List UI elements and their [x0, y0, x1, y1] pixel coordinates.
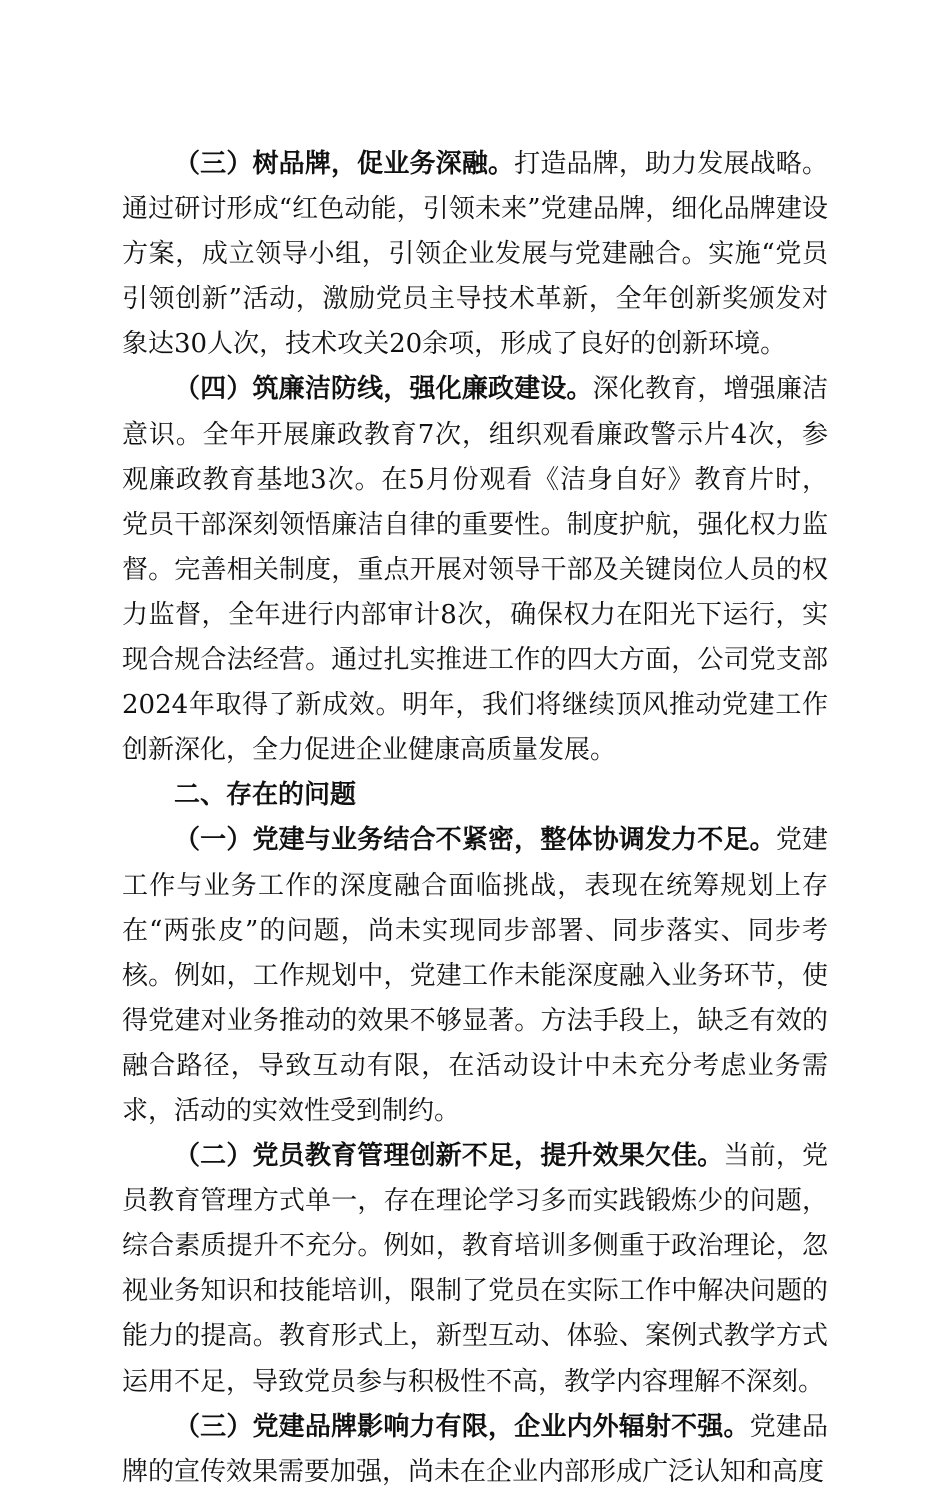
paragraph-text: 党建品牌的宣传效果需要加强，尚未在企业内部形成广泛认知和高度: [122, 1411, 828, 1487]
paragraph-text: 当前，党员教育管理方式单一，存在理论学习多而实践锻炼少的问题，综合素质提升不充分。例如，教育培训多侧重于政治理论，忽视业务知识和技能培训，限制了党员在实际工作中解决问题的能力的提高。教育形式上，新型互动、体验、案例式教学方式运用不足，导致党员参与积极性不高，教学内容理解不深刻。: [122, 1141, 828, 1397]
paragraph-lead: （一）党建与业务结合不紧密，整体协调发力不足。: [174, 825, 776, 856]
paragraph-text: 深化教育，增强廉洁意识。全年开展廉政教育7次，组织观看廉政警示片4次，参观廉政教育基地3次。在5月份观看《洁身自好》教育片时，党员干部深刻领悟廉洁自律的重要性。制度护航，强化权力监督。完善相关制度，重点开展对领导干部及关键岗位人员的权力监督，全年进行内部审计8次，确保权力在阳光下运行，实现合规合法经营。通过扎实推进工作的四大方面，公司党支部2024年取得了新成效。明年，我们将继续顶风推动党建工作创新深化，全力促进企业健康高质量发展。: [122, 374, 828, 766]
section-heading-problems: 二、存在的问题: [174, 780, 357, 811]
document-body: [122, 142, 828, 1495]
paragraph-lead: （二）党员教育管理创新不足，提升效果欠佳。: [174, 1141, 724, 1172]
paragraph-lead: （四）筑廉洁防线，强化廉政建设。: [174, 374, 593, 405]
paragraph-integrity: [122, 367, 828, 773]
paragraph-text: 党建工作与业务工作的深度融合面临挑战，表现在统筹规划上存在“两张皮”的问题，尚未实现同步部署、同步落实、同步考核。例如，工作规划中，党建工作未能深度融入业务环节，使得党建对业务推动的效果不够显著。方法手段上，缺乏有效的融合路径，导致互动有限，在活动设计中未充分考虑业务需求，活动的实效性受到制约。: [122, 825, 828, 1126]
paragraph-problem-3: [122, 1405, 828, 1495]
paragraph-text: 打造品牌，助力发展战略。通过研讨形成“红色动能，引领未来”党建品牌，细化品牌建设方案，成立领导小组，引领企业发展与党建融合。实施“党员引领创新”活动，激励党员主导技术革新，全年创新奖颁发对象达30人次，技术攻关20余项，形成了良好的创新环境。: [122, 149, 828, 360]
paragraph-lead: （三）树品牌，促业务深融。: [174, 149, 515, 179]
paragraph-brand: [122, 142, 828, 367]
paragraph-lead: （三）党建品牌影响力有限，企业内外辐射不强。: [174, 1411, 750, 1442]
paragraph-problem-1: [122, 818, 828, 1134]
paragraph-problem-2: [122, 1134, 828, 1405]
